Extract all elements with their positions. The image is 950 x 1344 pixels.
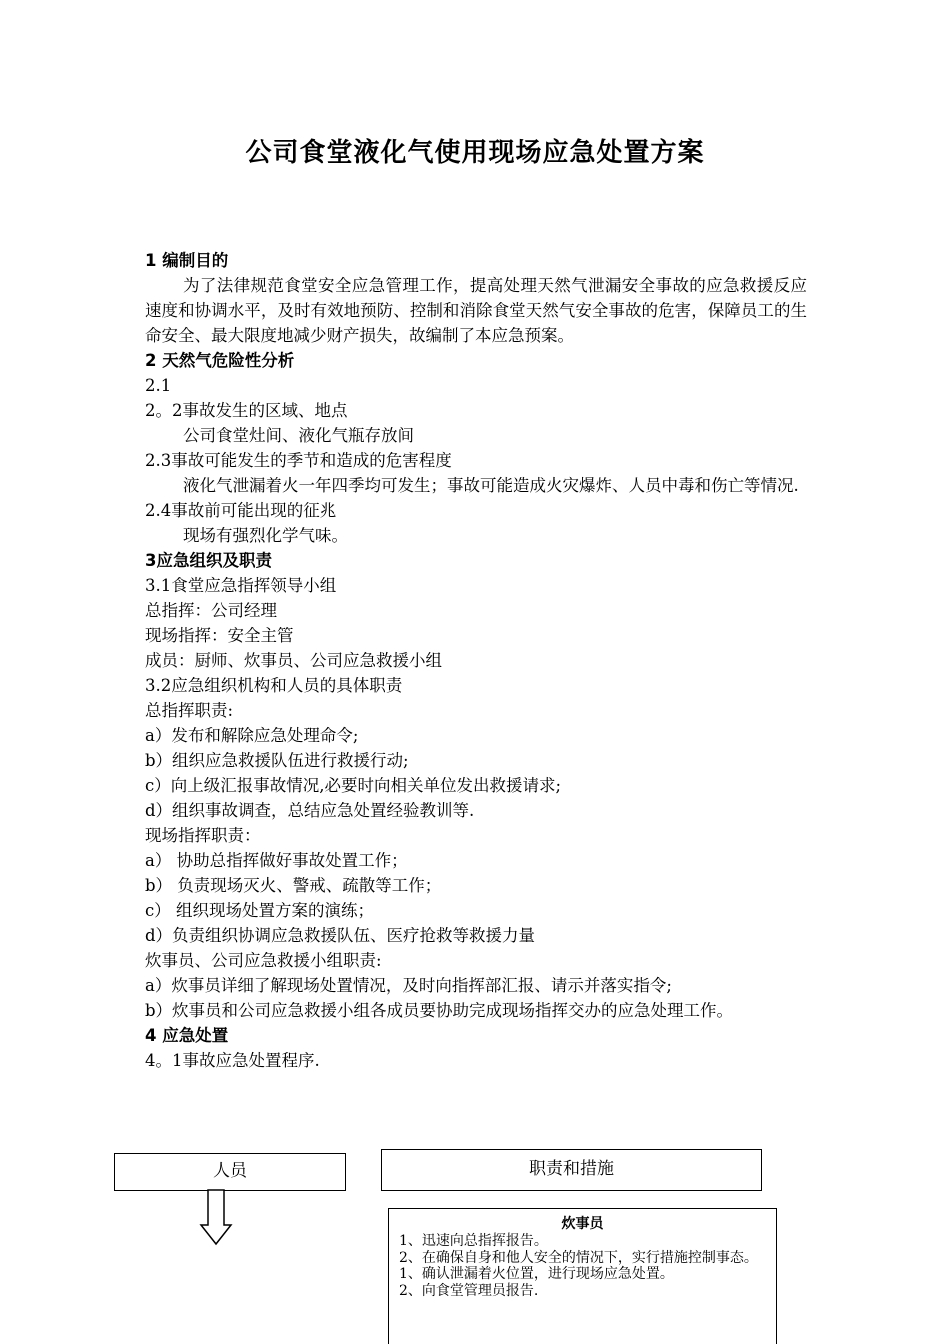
section-2-2: 2。2事故发生的区域、地点: [145, 401, 348, 420]
section-3-heading: 3应急组织及职责: [145, 551, 272, 570]
commander-duties-title: 总指挥职责:: [145, 701, 234, 720]
section-2-3-body: 液化气泄漏着火一年四季均可发生；事故可能造成火灾爆炸、人员中毒和伤亡等情况.: [183, 476, 799, 495]
document-body: [145, 248, 825, 1073]
site-duties-title: 现场指挥职责：: [145, 826, 261, 845]
section-2-2-body: 公司食堂灶间、液化气瓶存放间: [183, 426, 414, 445]
section-2-heading: 2 天然气危险性分析: [145, 351, 295, 370]
flow-duties-box: 职责和措施: [381, 1149, 762, 1191]
list-item: d）负责组织协调应急救援队伍、医疗抢救等救援力量: [145, 926, 536, 945]
members-line: 成员：厨师、炊事员、公司应急救援小组: [145, 651, 442, 670]
list-item: d）组织事故调查，总结应急处置经验教训等.: [145, 801, 475, 820]
section-2-3: 2.3事故可能发生的季节和造成的危害程度: [145, 451, 452, 470]
list-item: 2、向食堂管理员报告.: [399, 1282, 539, 1299]
section-1-paragraph: 为了法律规范食堂安全应急管理工作，提高处理天然气泄漏安全事故的应急救援反应速度和协调水平，及时有效地预防、控制和消除食堂天然气安全事故的危害，保障员工的生命安全、最大限度地减少财产损失，故编制了本应急预案。: [145, 276, 807, 345]
site-commander-line: 现场指挥：安全主管: [145, 626, 294, 645]
commander-line: 总指挥：公司经理: [145, 601, 277, 620]
list-item: c）向上级汇报事故情况,必要时向相关单位发出救援请求;: [145, 776, 562, 795]
list-item: 1、迅速向总指挥报告。: [399, 1233, 548, 1249]
section-4-1: 4。1事故应急处置程序.: [145, 1051, 320, 1070]
section-2-4-body: 现场有强烈化学气味。: [183, 526, 348, 545]
list-item: a） 协助总指挥做好事故处置工作；: [145, 851, 408, 870]
flow-people-box: 人员: [114, 1153, 346, 1191]
section-2-4: 2.4事故前可能出现的征兆: [145, 501, 337, 520]
section-3-1: 3.1食堂应急指挥领导小组: [145, 576, 337, 595]
list-item: b）炊事员和公司应急救援小组各成员要协助完成现场指挥交办的应急处理工作。: [145, 1001, 734, 1020]
section-4-heading: 4 应急处置: [145, 1026, 229, 1045]
section-2-1: 2.1: [145, 376, 172, 395]
list-item: c） 组织现场处置方案的演练；: [145, 901, 374, 920]
down-arrow-icon: [199, 1189, 233, 1247]
flow-cook-title: 炊事员: [561, 1216, 604, 1232]
flow-cook-box: [388, 1208, 777, 1344]
list-item: a）发布和解除应急处理命令;: [145, 726, 359, 745]
list-item: b） 负责现场灭火、警戒、疏散等工作；: [145, 876, 442, 895]
section-1-heading: 1 编制目的: [145, 251, 229, 270]
cook-duties-title: 炊事员、公司应急救援小组职责:: [145, 951, 382, 970]
document-title: 公司食堂液化气使用现场应急处置方案: [245, 138, 705, 168]
list-item: b）组织应急救援队伍进行救援行动;: [145, 751, 409, 770]
list-item: 1、确认泄漏着火位置，进行现场应急处置。: [399, 1266, 674, 1282]
list-item: 2、在确保自身和他人安全的情况下，实行措施控制事态。: [399, 1249, 758, 1266]
list-item: a）炊事员详细了解现场处置情况，及时向指挥部汇报、请示并落实指令;: [145, 976, 672, 995]
section-3-2: 3.2应急组织机构和人员的具体职责: [145, 676, 403, 695]
